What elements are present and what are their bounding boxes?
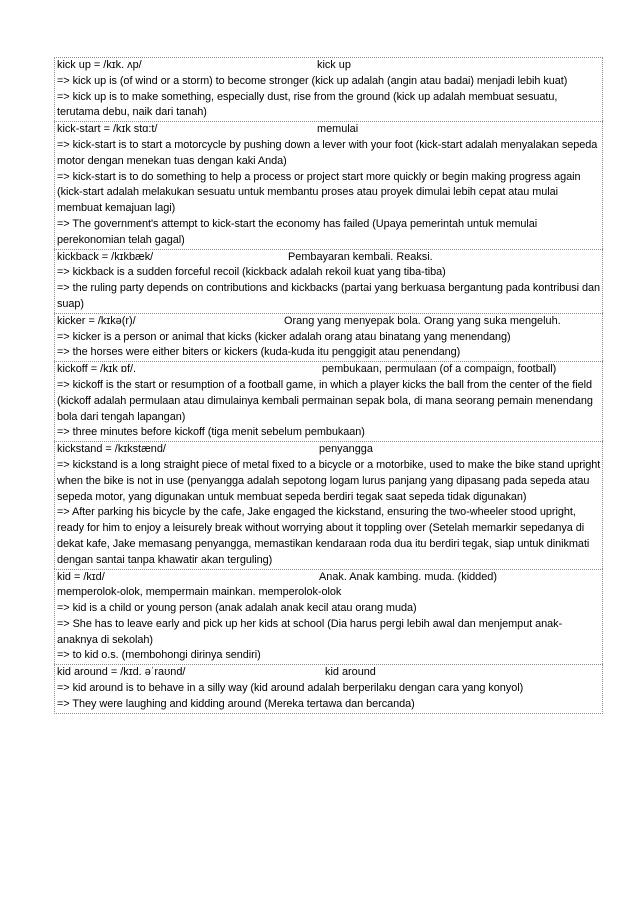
entry-header (57, 665, 601, 681)
headword: kicker = /kɪkə(r)/ (57, 314, 136, 327)
entry-kicker (54, 313, 603, 361)
entry-kid (54, 569, 603, 665)
example-line: => She has to leave early and pick up her kids at school (Dia harus pergi lebih awal dan menjemput anak-anaknya di sekolah) (57, 617, 563, 646)
definition-line: => kick up is (of wind or a storm) to become stronger (kick up adalah (angin atau badai) menjadi lebih kuat) (57, 74, 568, 87)
meaning: Pembayaran kembali. Reaksi. (288, 250, 433, 263)
headword: kickstand = /kɪkstænd/ (57, 443, 166, 456)
entry-header (57, 250, 601, 266)
headword: kid = /kɪd/ (57, 570, 105, 583)
definition-line: => kid around is to behave in a silly way (kid around adalah berperilaku dengan cara yang konyol) (57, 682, 524, 695)
meaning: Orang yang menyepak bola. Orang yang suka mengeluh. (284, 314, 561, 327)
definition-line: => kid is a child or young person (anak adalah anak kecil atau orang muda) (57, 602, 417, 615)
meaning: Anak. Anak kambing. muda. (kidded) (319, 570, 497, 583)
example-line: => the ruling party depends on contributions and kickbacks (partai yang berkuasa bergantung pada kontribusi dan suap) (57, 282, 600, 310)
definition-line: => kickback is a sudden forceful recoil (kickback adalah rekoil kuat yang tiba-tiba) (57, 266, 446, 279)
definition-line: => kicker is a person or animal that kicks (kicker adalah orang atau binatang yang menendang) (57, 330, 511, 343)
definition-line: => kick-start is to start a motorcycle by pushing down a lever with your foot (kick-start adalah menyalakan sepeda motor dengan menekan tuas dengan kaki Anda) (57, 138, 598, 167)
definition-line: => kickstand is a long straight piece of metal fixed to a bicycle or a motorbike, used to make the bike stand upright when the bike is not in use (penyangga adalah sepotong logam lurus panjang yang dipasang pada sepeda atau sepeda motor, yang digunakan untuk membuat sepeda berdiri tegak saat sepeda tidak digunakan) (57, 458, 601, 503)
entry-header (57, 58, 601, 74)
headword: kickoff = /kɪk ɒf/. (57, 363, 137, 376)
meaning: memulai (317, 123, 359, 136)
example-line: => The government's attempt to kick-start the economy has failed (Upaya pemerintah untuk memulai perekonomian telah gagal) (57, 217, 538, 246)
meaning: pembukaan, permulaan (of a compaign, football) (322, 363, 557, 376)
headword: kickback = /kɪkbæk/ (57, 250, 154, 263)
entry-header (57, 570, 601, 586)
example-line: => the horses were either biters or kickers (kuda-kuda itu penggigit atau penendang) (57, 346, 461, 359)
meaning: kid around (325, 666, 376, 679)
meaning: penyangga (319, 443, 373, 456)
entry-kick-start (54, 121, 603, 248)
definition-line: => kickoff is the start or resumption of a football game, in which a player kicks the ball from the center of the field (kickoff adalah permulaan atau dimulainya kembali permainan sepak bola, di mana seorang pemain menendang bola dari tengah lapangan) (57, 378, 593, 423)
example-line: => After parking his bicycle by the cafe, Jake engaged the kickstand, ensuring the two-wheeler stood upright, ready for him to enjoy a leisurely break without worrying about it toppling over (Setelah memarkir sepedanya di dekat kafe, Jake memasang penyangga, memastikan kendaraan roda dua itu berdiri tegak, siap untuk dinikmati dengan santai tanpa khawatir akan terguling) (57, 506, 590, 566)
entry-header (57, 442, 601, 458)
entry-kickstand (54, 441, 603, 568)
entry-kickback (54, 249, 603, 313)
headword: kick-start = /kɪk stɑ:t/ (57, 123, 158, 136)
entry-header (57, 362, 601, 378)
entry-kickoff (54, 361, 603, 441)
entry-kid-around (54, 664, 603, 713)
vocabulary-table (54, 57, 603, 714)
entry-header (57, 122, 601, 138)
meaning: kick up (317, 59, 351, 71)
headword: kick up = /kɪk. ʌp/ (57, 59, 142, 71)
definition-line: => kick up is to make something, especially dust, rise from the ground (kick up adalah membuat sesuatu, terutama debu, naik dari tanah) (57, 90, 558, 119)
example-line: => to kid o.s. (membohongi dirinya sendiri) (57, 649, 261, 662)
example-line: => They were laughing and kidding around (Mereka tertawa dan bercanda) (57, 697, 415, 710)
headword: kid around = /kɪd. əˈraʊnd/ (57, 666, 186, 679)
definition-line: => kick-start is to do something to help a process or project start more quickly or begin making progress again (kick-start adalah melakukan sesuatu untuk membantu proses atau proyek dimulai lebih cepat atau mulai membuat kemajuan lagi) (57, 170, 581, 215)
entry-kick-up (54, 57, 603, 121)
example-line: => three minutes before kickoff (tiga menit sebelum pembukaan) (57, 426, 365, 439)
meaning-continuation: memperolok-olok, mempermain mainkan. memperolok-olok (57, 586, 342, 599)
entry-header (57, 314, 601, 330)
